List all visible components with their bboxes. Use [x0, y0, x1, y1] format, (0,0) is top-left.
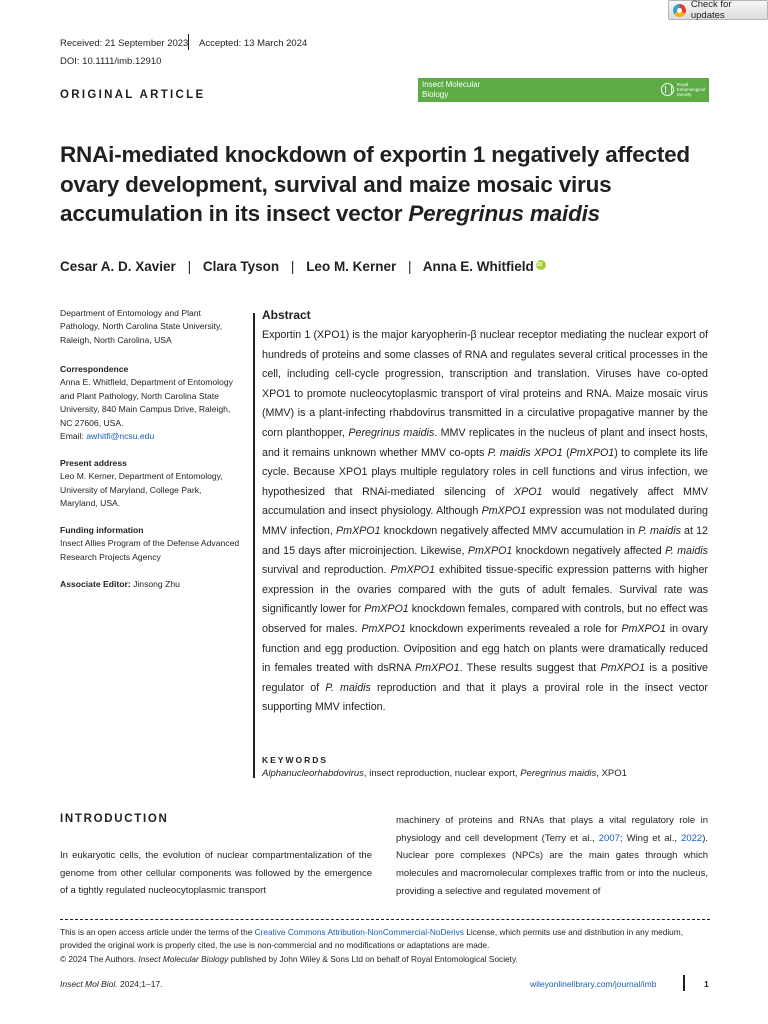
keyword: , insect reproduction, nuclear export,	[363, 768, 521, 779]
abstract-italic: XPO1	[513, 485, 543, 498]
abstract-italic: PmXPO1	[415, 662, 460, 675]
title-species: Peregrinus maidis	[408, 201, 600, 226]
abstract-text: . MMV replicates in the nucleus of plant and insect hosts, and it remains unknown whether MMV co-opts	[262, 426, 709, 459]
author-name[interactable]: Anna E. Whitfield	[422, 259, 534, 274]
journal-name-line2: Biology	[422, 89, 449, 99]
author-separator: |	[187, 259, 192, 274]
abstract-italic: PmXPO1	[467, 544, 513, 557]
abstract-italic: PmXPO1	[569, 446, 615, 459]
footer-divider	[683, 975, 685, 991]
abstract-text: ) to complete its life cycle. Because XPO1 plays multiple regulatory roles in cell functions and virus infection, we hypothesized that RNAi-mediated silencing of	[262, 446, 708, 498]
correspondence-heading: Correspondence	[60, 364, 129, 374]
abstract-text: is a positive regulator of	[262, 662, 708, 694]
author-separator: |	[290, 259, 295, 274]
license-text-part: License, which permits use and distribution in any medium, provided the original work is properly cited, the use is non-commercial and no modifications or adaptations are made.	[60, 927, 684, 951]
title-line2: ovary development, survival and maize mosaic virus	[60, 171, 612, 197]
present-address-heading: Present address	[60, 458, 127, 468]
affiliation-line: Raleigh, North Carolina, USA	[60, 334, 172, 345]
copyright-text: © 2024 The Authors.	[60, 953, 139, 964]
copyright-text: published by John Wiley & Sons Ltd on behalf of Royal Entomological Society.	[228, 953, 518, 964]
author-list	[60, 259, 546, 274]
intro-text: ; Wing et al.,	[619, 832, 682, 844]
keyword: Peregrinus maidis	[520, 768, 597, 779]
society-line3: Society	[676, 92, 692, 97]
correspondence-email-line	[60, 430, 250, 443]
associate-editor-label: Associate Editor:	[60, 579, 131, 589]
keywords-list	[262, 768, 627, 779]
author-name[interactable]: Cesar A. D. Xavier	[60, 259, 176, 274]
intro-text: machinery of proteins and RNAs that plays a vital regulatory role in physiology and cell development (Terry et al.,	[396, 815, 708, 844]
abstract-text: knockdown females, compared with controls, but no effect was observed for males.	[262, 603, 708, 635]
abstract-text: . These results suggest that	[459, 662, 601, 675]
society-line1: Royal	[676, 82, 689, 87]
society-name	[677, 82, 705, 97]
abstract-italic: P. maidis	[638, 524, 681, 537]
license-notice	[60, 926, 710, 966]
correspondence-line: University, 840 Main Campus Drive, Raleigh,	[60, 404, 231, 415]
present-address-line: Leo M. Kerner, Department of Entomology,	[60, 471, 223, 482]
journal-citation	[60, 979, 163, 989]
title-line1: RNAi-mediated knockdown of exportin 1 negatively affected	[60, 142, 690, 167]
funding-heading: Funding information	[60, 525, 144, 535]
abstract-text: knockdown experiments revealed a role for	[405, 622, 622, 635]
correspondence-line: NC 27606, USA.	[60, 417, 124, 428]
associate-editor-name: Jinsong Zhu	[133, 579, 180, 589]
license-link[interactable]: Creative Commons Attribution-NonCommercial-NoDerivs	[254, 927, 464, 937]
email-link[interactable]: awhitfi@ncsu.edu	[86, 431, 155, 442]
affiliation	[60, 307, 250, 347]
article-type: ORIGINAL ARTICLE	[60, 89, 206, 101]
abstract-text: expression was not modulated during MMV infection,	[262, 505, 708, 537]
abstract-italic: Peregrinus maidis	[348, 426, 435, 439]
journal-url-link[interactable]: wileyonlinelibrary.com/journal/imb	[530, 979, 657, 989]
funding-information	[60, 524, 250, 564]
keyword: , XPO1	[596, 768, 627, 779]
journal-abbrev: Insect Mol Biol.	[60, 979, 118, 989]
abstract-italic: PmXPO1	[621, 622, 666, 635]
citation-link[interactable]: 2022	[681, 832, 703, 844]
author-name[interactable]: Leo M. Kerner	[306, 259, 397, 274]
copyright-journal: Insect Molecular Biology	[138, 953, 229, 964]
accepted-date: Accepted: 13 March 2024	[199, 38, 308, 49]
abstract-italic: P. maidis	[665, 544, 708, 557]
abstract-text: in ovary function and egg production. Oviposition and egg hatch on plants were dramatically reduced in females treated with dsRNA	[262, 622, 708, 675]
present-address-line: Maryland, USA.	[60, 498, 121, 509]
abstract-italic: PmXPO1	[600, 662, 646, 675]
journal-banner[interactable]	[418, 78, 709, 102]
abstract-italic: PmXPO1	[361, 622, 406, 635]
abstract-text: reproduction and that it plays a proviral role in the insect vector supporting MMV infection.	[262, 681, 708, 714]
license-text	[60, 926, 710, 953]
keywords-heading: KEYWORDS	[262, 755, 329, 765]
check-for-updates-button[interactable]	[668, 0, 768, 20]
abstract-text: exhibited tissue-specific expression patterns with higher expression in the ovaries compared with the guts of adult females. Survival rate was significantly lower for	[262, 564, 708, 616]
correspondence-line: and Plant Pathology, North Carolina State	[60, 390, 219, 401]
abstract-italic: P. maidis	[325, 681, 371, 694]
citation-link[interactable]: 2007	[598, 832, 620, 844]
abstract-text: survival and reproduction.	[262, 564, 391, 577]
abstract-heading: Abstract	[262, 308, 311, 322]
received-date: Received: 21 September 2023	[60, 38, 189, 49]
header-divider	[188, 34, 189, 50]
footnote-divider	[60, 919, 710, 920]
abstract-text: at 12 and 15 days after microinjection. Likewise,	[262, 524, 709, 557]
correspondence	[60, 363, 250, 443]
funding-line: Insect Allies Program of the Defense Advanced	[60, 538, 240, 549]
abstract-text: (	[562, 446, 570, 459]
associate-editor	[60, 578, 250, 591]
abstract-text: Exportin 1 (XPO1) is the major karyopherin-β nuclear receptor mediating the nuclear export of hundreds of proteins and some classes of RNA and regulates several critical processes in the cell, including cell-cycle progression, transcription and translation. Viruses have co-opted XPO1 to promote nucleocytoplasmic transport of viral proteins and RNA. Maize mosaic virus (MMV) is a plant-infecting rhabdovirus transmitted in a circulative propagative manner by the corn planthopper,	[262, 329, 708, 439]
check-for-updates-label: Check for updates	[690, 0, 732, 21]
affiliation-line: Pathology, North Carolina State University,	[60, 321, 223, 332]
abstract-italic: P. maidis XPO1	[487, 446, 563, 459]
present-address-line: University of Maryland, College Park,	[60, 484, 202, 495]
abstract-text: would negatively affect MMV accumulation and insect physiology. Although	[262, 485, 708, 518]
intro-text: ). Nuclear pore complexes (NPCs) are the main gates through which molecules and macromolecular complexes traffic from or into the nucleus, providing a selective and regulated movement of	[396, 832, 708, 897]
society-logo	[661, 82, 705, 97]
crossmark-icon	[673, 4, 686, 17]
correspondence-line: Anna E. Whitfield, Department of Entomology	[60, 377, 233, 388]
royal-entomological-society-icon	[661, 83, 674, 96]
page-number: 1	[704, 979, 709, 989]
present-address	[60, 457, 250, 511]
journal-name	[422, 80, 480, 99]
journal-name-line1: Insect Molecular	[422, 80, 481, 89]
orcid-icon[interactable]	[536, 260, 546, 270]
introduction-left-column: In eukaryotic cells, the evolution of nuclear compartmentalization of the genome from other cellular components was followed by the emergence of a tightly regulated nucleocytoplasmic transport	[60, 850, 372, 897]
abstract-italic: PmXPO1	[336, 524, 381, 537]
abstract-text: knockdown negatively affected	[512, 544, 666, 557]
abstract-italic: PmXPO1	[364, 603, 409, 616]
author-separator: |	[407, 259, 412, 274]
society-line2: Entomological	[676, 87, 705, 92]
author-name[interactable]: Clara Tyson	[202, 259, 280, 274]
license-text-part: This is an open access article under the terms of the	[60, 927, 255, 937]
email-label: Email:	[60, 431, 87, 442]
keyword: Alphanucleorhabdovirus	[262, 768, 364, 779]
copyright-line	[60, 953, 710, 966]
introduction-right-column	[396, 812, 708, 901]
abstract-italic: PmXPO1	[390, 564, 436, 577]
abstract-body	[262, 326, 708, 718]
abstract-italic: PmXPO1	[481, 505, 527, 518]
abstract-rule	[253, 313, 255, 778]
introduction-heading: INTRODUCTION	[60, 813, 169, 825]
affiliation-line: Department of Entomology and Plant	[60, 308, 201, 318]
citation-details: 2024;1–17.	[117, 979, 163, 989]
funding-line: Research Projects Agency	[60, 551, 161, 562]
article-title	[60, 140, 720, 229]
title-line3-text: accumulation in its insect vector	[60, 201, 409, 226]
title-line3	[60, 199, 720, 229]
doi[interactable]: DOI: 10.1111/imb.12910	[60, 56, 162, 67]
abstract-text: knockdown negatively affected MMV accumulation in	[380, 524, 639, 537]
